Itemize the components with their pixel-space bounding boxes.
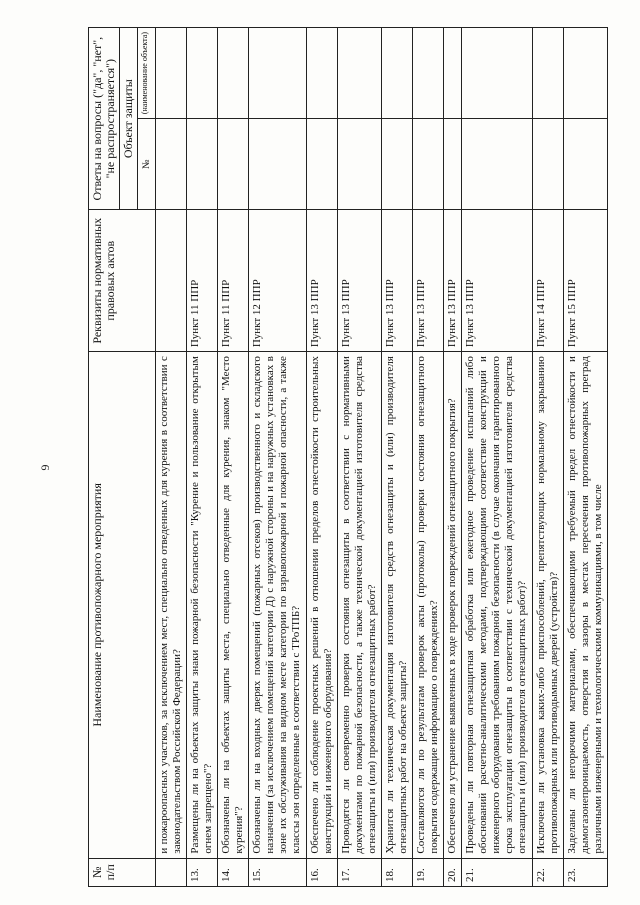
table-row [249, 28, 306, 887]
row-requisites: Пункт 11 ППР [218, 210, 249, 352]
row-measure-text: Обеспечено ли устранение выявленных в ходе проверок повреждений огнезащитного покрытия? [444, 352, 462, 858]
row-number: 15. [249, 858, 306, 886]
table-row [413, 28, 444, 887]
header-measure-name: Наименование противопожарного мероприятия [89, 352, 156, 858]
row-object-cell[interactable] [187, 28, 218, 119]
header-answers-text: Ответы на вопросы ("да", "нет", "не распространяется") [90, 36, 117, 201]
row-requisites: Пункт 13 ППР [462, 210, 532, 352]
row-object-cell[interactable] [381, 28, 412, 119]
table-row [444, 28, 462, 887]
row-requisites: Пункт 13 ППР [381, 210, 412, 352]
row-number: 23. [563, 858, 607, 886]
row-answer-cell[interactable] [306, 119, 337, 210]
row-answer-cell[interactable] [444, 119, 462, 210]
row-answer-cell[interactable] [413, 119, 444, 210]
row-measure-text: Обозначены ли на входных дверях помещений (пожарных отсеков) производственного и складского назначения (за исключением помещений категории Д) с наружной стороны и на наружных установках в зоне их обслуживания на видном месте категории по взрывопожарной и пожарной опасности, а также классы зон определенные в соответствии с ТРоТПБ? [249, 352, 306, 858]
row-requisites [156, 210, 187, 352]
row-number: 19. [413, 858, 444, 886]
row-requisites: Пункт 11 ППР [187, 210, 218, 352]
table-header-row [89, 28, 138, 887]
table-row [532, 28, 563, 887]
row-requisites: Пункт 13 ППР [337, 210, 381, 352]
row-measure-text: и пожароопасных участков, за исключением мест, специально отведенных для курения в соответствии с законодательством Российской Федерации? [156, 352, 187, 858]
row-answer-cell[interactable] [337, 119, 381, 210]
row-requisites: Пункт 12 ППР [249, 210, 306, 352]
table-row [563, 28, 607, 887]
row-measure-text: Проводятся ли своевременно проверки состояния огнезащиты в соответствии с нормативными документами по пожарной безопасности, а также технической документацией изготовителя средства огнезащиты и (или) производителя огнезащитных работ? [337, 352, 381, 858]
row-object-cell[interactable] [156, 28, 187, 119]
row-measure-text: Заделаны ли негорючими материалами, обеспечивающими требуемый предел огнестойкости и дымогазонепроницаемость, отверстия и зазоры в местах пересечения противопожарных преград различными инженерными и технологическими коммуникациями, в том числе [563, 352, 607, 858]
row-requisites: Пункт 15 ППР [563, 210, 607, 352]
row-measure-text: Обозначены ли на объектах защиты места, специально отведенные для курения, знаком "Место курения"? [218, 352, 249, 858]
row-requisites: Пункт 14 ППР [532, 210, 563, 352]
row-number: 17. [337, 858, 381, 886]
table-row [306, 28, 337, 887]
table-row [381, 28, 412, 887]
row-number [156, 858, 187, 886]
row-object-cell[interactable] [218, 28, 249, 119]
row-number: 14. [218, 858, 249, 886]
header-requisites: Реквизиты нормативных правовых актов [89, 210, 156, 352]
row-answer-cell[interactable] [218, 119, 249, 210]
table-row [187, 28, 218, 887]
row-answer-cell[interactable] [156, 119, 187, 210]
row-measure-text: Исключена ли установка каких-либо приспособлений, препятствующих нормальному закрыванию противопожарных или противодымных дверей (устройств)? [532, 352, 563, 858]
row-object-cell[interactable] [249, 28, 306, 119]
row-answer-cell[interactable] [381, 119, 412, 210]
row-answer-cell[interactable] [462, 119, 532, 210]
row-object-cell[interactable] [532, 28, 563, 119]
row-number: 21. [462, 858, 532, 886]
row-measure-text: Проведены ли повторная огнезащитная обработка или ежегодное проведение испытаний либо обоснований расчетно-аналитическими методами, подтверждающими соответствие конструкций и инженерного оборудования требованиям пожарной безопасности (в случае окончания гарантированного срока эксплуатации огнезащиты в соответствии с технической документацией изготовителя средства огнезащиты и (или) производителя огнезащитных работ)? [462, 352, 532, 858]
table-row [462, 28, 532, 887]
fire-safety-checklist-table [88, 27, 608, 887]
page-number: 6 [38, 464, 53, 471]
row-requisites: Пункт 13 ППР [444, 210, 462, 352]
row-measure-text: Обеспечено ли соблюдение проектных решений в отношении пределов огнестойкости строительных конструкций и инженерного оборудования? [306, 352, 337, 858]
row-number: 22. [532, 858, 563, 886]
row-measure-text: Составляются ли по результатам проверок акты (протоколы) проверки состояния огнезащитного покрытия содержащие информацию о повреждениях? [413, 352, 444, 858]
row-number: 13. [187, 858, 218, 886]
header-number: № п/п [89, 858, 156, 886]
row-measure-text: Размещены ли на объектах защиты знаки пожарной безопасности "Курение и пользование открытым огнем запрещено"? [187, 352, 218, 858]
row-requisites: Пункт 13 ППР [413, 210, 444, 352]
row-answer-cell[interactable] [187, 119, 218, 210]
row-number: 16. [306, 858, 337, 886]
row-answer-cell[interactable] [532, 119, 563, 210]
rotated-table-wrapper [88, 27, 608, 887]
row-requisites: Пункт 13 ППР [306, 210, 337, 352]
row-object-cell[interactable] [563, 28, 607, 119]
header-answers [89, 28, 138, 210]
row-object-cell[interactable] [444, 28, 462, 119]
table-row [218, 28, 249, 887]
row-answer-cell[interactable] [563, 119, 607, 210]
table-row [156, 28, 187, 887]
row-object-cell[interactable] [337, 28, 381, 119]
row-object-cell[interactable] [462, 28, 532, 119]
row-number: 20. [444, 858, 462, 886]
row-object-cell[interactable] [413, 28, 444, 119]
row-measure-text: Хранится ли техническая документация изготовителя средств огнезащиты и (или) производителя огнезащитных работ на объекте защиты? [381, 352, 412, 858]
row-number: 18. [381, 858, 412, 886]
table-row [337, 28, 381, 887]
header-object-number: № [138, 119, 156, 210]
header-object: Объект защиты [119, 28, 135, 209]
header-object-name: (наименование объекта) [138, 28, 156, 119]
row-answer-cell[interactable] [249, 119, 306, 210]
row-object-cell[interactable] [306, 28, 337, 119]
